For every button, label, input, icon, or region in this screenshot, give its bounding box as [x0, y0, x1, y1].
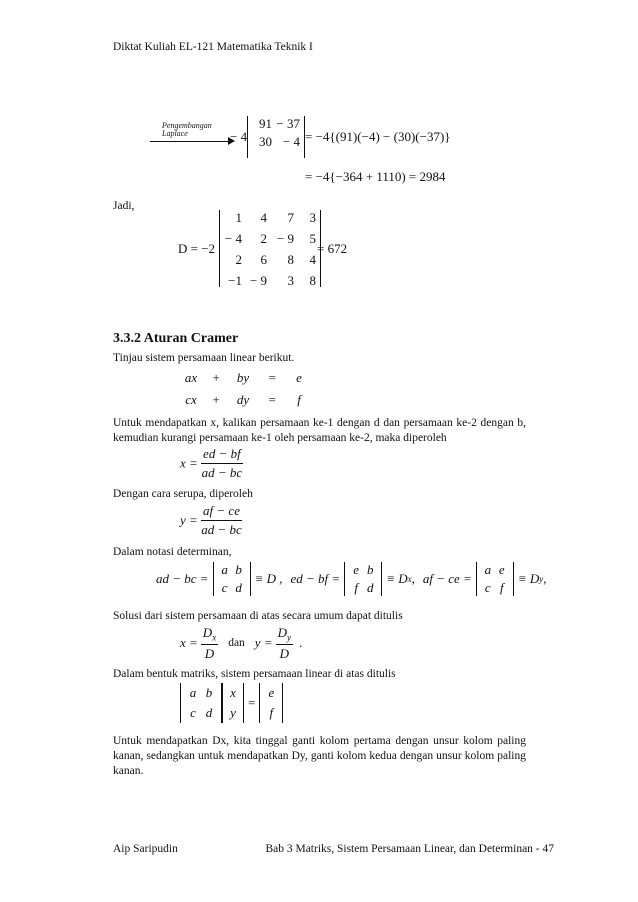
det-cell: 7	[287, 210, 294, 225]
numerator: af − ce	[201, 503, 242, 521]
det-ae	[476, 562, 514, 596]
det-lhs: ed − bf =	[290, 571, 341, 586]
numerator	[201, 625, 218, 645]
formula-lhs: y =	[254, 635, 273, 651]
det-rhs: ≡ D	[386, 571, 408, 586]
det-cell: − 9	[276, 231, 294, 246]
subscript: x	[407, 574, 412, 584]
det-lhs: af − ce =	[422, 571, 472, 586]
eq-term: =	[267, 392, 277, 407]
det-cell: f	[354, 580, 358, 595]
det-cell: 2	[235, 252, 242, 267]
matrix-b	[259, 683, 283, 723]
det-cell: 6	[260, 252, 267, 267]
eq-term: +	[211, 392, 221, 407]
fraction	[201, 503, 242, 538]
subscript: x	[212, 632, 217, 643]
y-formula	[180, 503, 242, 538]
paragraph: Untuk mendapatkan Dx, kita tinggal ganti kolom pertama dengan unsur kolom paling kanan, sedangkan untuk mendapatkan Dy, ganti kolom kedua dengan unsur kolom paling kanan.	[113, 735, 526, 777]
eq-term: dy	[236, 392, 250, 407]
det-cell: 2	[260, 231, 267, 246]
det-lhs: ad − bc =	[156, 571, 209, 586]
det-cell: 4	[309, 252, 316, 267]
eq-term: f	[297, 392, 301, 407]
paragraph: Tinjau sistem persamaan linear berikut.	[113, 352, 295, 364]
matrix-a	[180, 683, 222, 723]
paragraph: Dengan cara serupa, diperoleh	[113, 488, 253, 500]
det-cell: b	[366, 562, 374, 577]
det-cell: e	[498, 562, 505, 577]
formula-lhs: y =	[180, 512, 198, 528]
denominator: ad − bc	[201, 522, 242, 537]
det-cell: c	[221, 580, 228, 595]
matrix-cell: a	[189, 685, 197, 700]
det-ab	[213, 562, 251, 596]
jadi-rhs: = 672	[317, 241, 348, 256]
comma: ,	[543, 571, 547, 586]
formula-lhs: x =	[180, 635, 198, 651]
arrow-icon	[150, 138, 235, 146]
subscript: y	[286, 632, 291, 643]
det-cell: − 37	[276, 116, 300, 131]
det-cell: 1	[235, 210, 242, 225]
eq-term: e	[296, 370, 302, 385]
eq-term: ax	[184, 370, 198, 385]
det-cell: − 9	[249, 273, 267, 288]
jadi-determinant	[219, 210, 321, 287]
eq-term: =	[267, 370, 277, 385]
eq-term: cx	[185, 392, 197, 407]
arrow-label-line2: Laplace	[162, 129, 188, 138]
fraction	[276, 625, 293, 662]
solution-formula	[180, 625, 302, 662]
det-cell: 3	[309, 210, 316, 225]
det-rhs: ≡ D ,	[254, 571, 283, 586]
jadi-label: Jadi,	[113, 200, 135, 212]
det-cell: f	[500, 580, 504, 595]
det-cell: 30	[259, 134, 272, 149]
matrix-cell: e	[268, 685, 275, 700]
eq-term: by	[236, 370, 250, 385]
det-cell: −1	[228, 273, 242, 288]
det-cell: e	[353, 562, 360, 577]
section-title: 3.3.2 Aturan Cramer	[113, 331, 239, 346]
laplace-arrow	[150, 122, 235, 146]
x-formula	[180, 446, 243, 481]
det-cell: 4	[260, 210, 267, 225]
denominator: D	[279, 645, 289, 661]
laplace-determinant	[247, 116, 305, 158]
dan-text: dan	[228, 636, 245, 649]
laplace-eq1: = −4{(91)(−4) − (30)(−37)}	[305, 129, 451, 144]
det-cell: 8	[287, 252, 294, 267]
det-eb	[344, 562, 382, 596]
det-rhs: ≡ D	[517, 571, 540, 586]
matrix-cell: f	[269, 705, 274, 720]
det-cell: a	[484, 562, 492, 577]
matrix-cell: d	[205, 705, 213, 720]
footer-author: Aip Saripudin	[113, 843, 178, 855]
matrix-equation	[180, 683, 283, 723]
matrix-cell: x	[230, 685, 236, 700]
det-cell: 3	[287, 273, 294, 288]
fraction	[201, 625, 218, 662]
period: .	[298, 635, 303, 651]
laplace-eq2: = −4{−364 + 1110) = 2984	[305, 169, 446, 184]
paragraph: Dalam notasi determinan,	[113, 546, 232, 558]
numerator: ed − bf	[201, 446, 243, 464]
det-cell: 91	[259, 116, 272, 131]
formula-lhs: x =	[180, 455, 198, 471]
matrix-cell: y	[230, 705, 236, 720]
det-cell: b	[235, 562, 242, 577]
laplace-coef: − 4	[230, 129, 248, 144]
denominator: ad − bc	[201, 465, 243, 480]
subscript: y	[539, 574, 544, 584]
num-symbol: D	[202, 625, 213, 640]
jadi-lhs: D = −2	[178, 241, 216, 256]
det-cell: c	[484, 580, 491, 595]
det-cell: 5	[309, 231, 316, 246]
matrix-cell: c	[190, 705, 196, 720]
equation-system	[180, 370, 310, 408]
matrix-cell: b	[205, 685, 213, 700]
matrix-x	[222, 683, 244, 723]
determinant-notation	[156, 562, 546, 596]
page-header: Diktat Kuliah EL-121 Matematika Teknik I	[113, 41, 313, 53]
footer-chapter: Bab 3 Matriks, Sistem Persamaan Linear, dan Determinan - 47	[265, 843, 554, 855]
paragraph: Untuk mendapatkan x, kalikan persamaan ke-1 dengan d dan persamaan ke-2 dengan b, kemudian kurangi persamaan ke-1 oleh persamaan ke-2, maka diperoleh	[113, 417, 526, 444]
det-cell: 8	[309, 273, 316, 288]
fraction	[201, 446, 243, 481]
det-cell: − 4	[224, 231, 242, 246]
num-symbol: D	[277, 625, 287, 640]
det-cell: d	[235, 580, 242, 595]
det-cell: a	[221, 562, 228, 577]
paragraph: Dalam bentuk matriks, sistem persamaan linear di atas ditulis	[113, 668, 396, 680]
numerator	[276, 625, 293, 645]
det-cell: d	[366, 580, 374, 595]
comma: ,	[411, 571, 415, 586]
denominator: D	[204, 645, 215, 661]
equals: =	[248, 695, 256, 710]
eq-term: +	[211, 370, 221, 385]
det-cell: − 4	[282, 134, 300, 149]
paragraph: Solusi dari sistem persamaan di atas secara umum dapat ditulis	[113, 610, 403, 622]
arrow-label-line1: Pengembangan	[162, 121, 212, 130]
